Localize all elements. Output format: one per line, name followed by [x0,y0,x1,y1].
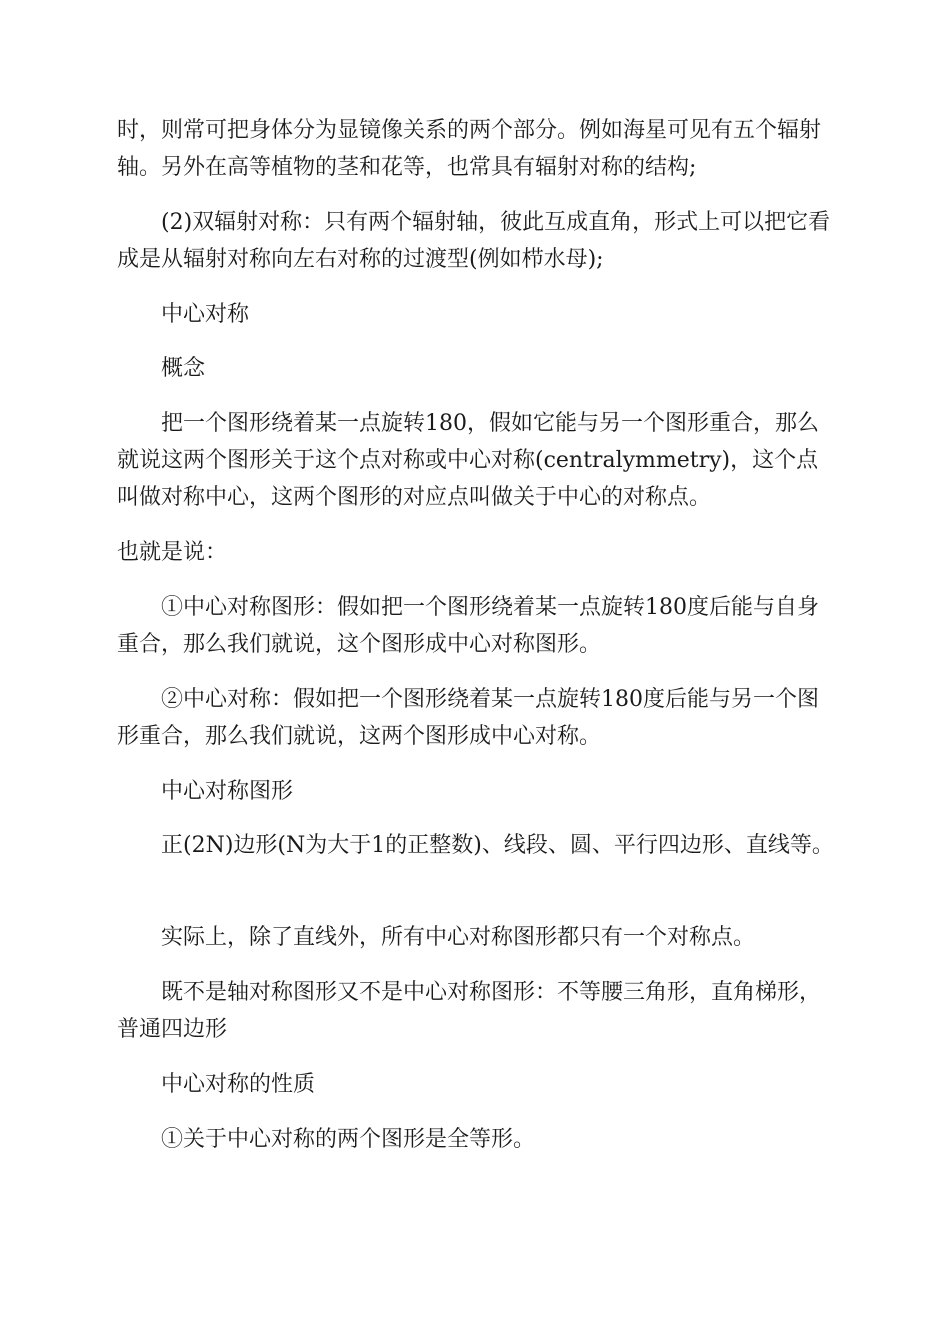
paragraph-only-one-center: 实际上，除了直线外，所有中心对称图形都只有一个对称点。 [161,925,756,950]
heading-properties: 中心对称的性质 [161,1072,316,1097]
heading-central-symmetry: 中心对称 [161,302,250,327]
paragraph-concept-definition: 把一个图形绕着某一点旋转180，假如它能与另一个图形重合，那么就说这两个图形关于这个点对称或中心对称(centralymmetry)，这个点叫做对称中心，这两个图形的对应点叫做关于中心的对称点。 [117,411,819,510]
paragraph-figure-examples: 正(2N)边形(N为大于1的正整数)、线段、圆、平行四边形、直线等。 [161,833,834,858]
paragraph-central-symmetric-figure: ①中心对称图形：假如把一个图形绕着某一点旋转180度后能与自身重合，那么我们就说，这个图形成中心对称图形。 [117,595,819,657]
paragraph-neither-symmetric: 既不是轴对称图形又不是中心对称图形：不等腰三角形，直角梯形，普通四边形 [117,980,822,1042]
paragraph-property-congruent: ①关于中心对称的两个图形是全等形。 [161,1127,536,1152]
paragraph-radial-symmetry-continued: 时，则常可把身体分为显镜像关系的两个部分。例如海星可见有五个辐射轴。另外在高等植物的茎和花等，也常具有辐射对称的结构; [117,118,822,180]
paragraph-biradial-symmetry: (2)双辐射对称：只有两个辐射轴，彼此互成直角，形式上可以把它看成是从辐射对称向左右对称的过渡型(例如栉水母); [117,210,831,272]
heading-central-symmetric-figures: 中心对称图形 [161,779,294,804]
heading-concept: 概念 [161,356,206,381]
paragraph-that-is: 也就是说： [117,540,228,565]
paragraph-central-symmetry: ②中心对称：假如把一个图形绕着某一点旋转180度后能与另一个图形重合，那么我们就说，这两个图形成中心对称。 [117,687,819,749]
